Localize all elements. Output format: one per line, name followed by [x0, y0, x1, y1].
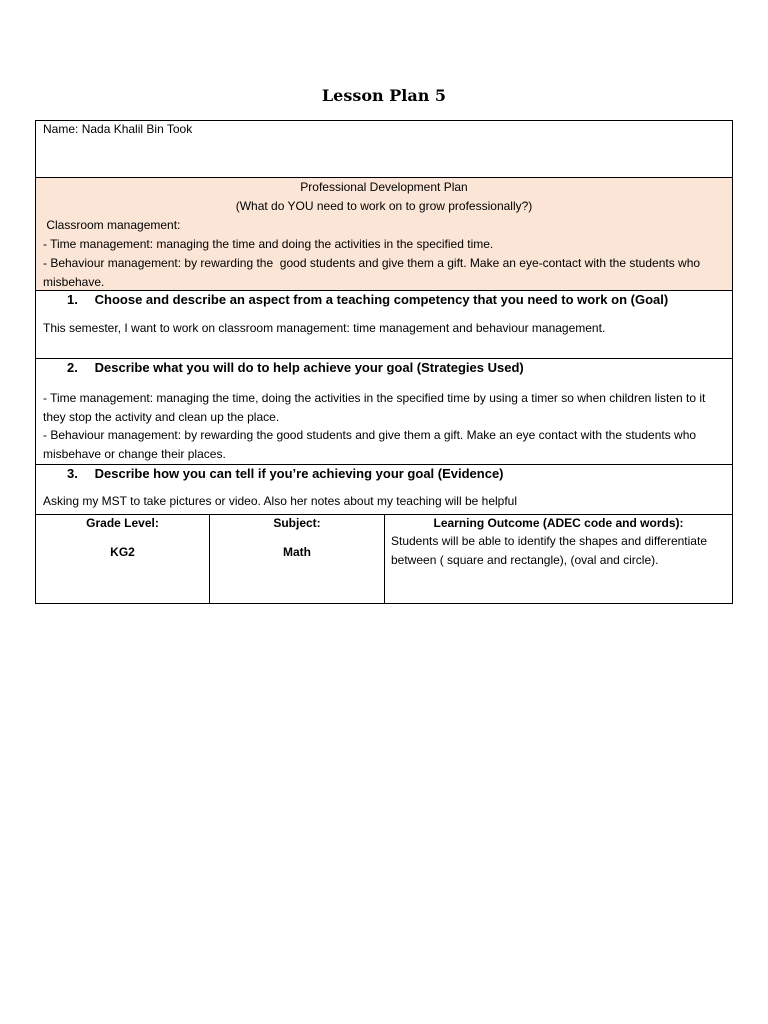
strategies-body: [43, 389, 725, 463]
subject-value: Math: [283, 545, 311, 559]
goal-section: [36, 291, 732, 359]
goal-heading: [43, 291, 725, 308]
subject-label: Subject:: [273, 516, 321, 530]
evidence-body: Asking my MST to take pictures or video. Also her notes about my teaching will be helpful: [43, 494, 518, 508]
lesson-plan-table: [35, 120, 733, 604]
pdp-heading: Professional Development Plan: [300, 180, 468, 194]
evidence-number: 3.: [67, 466, 78, 481]
strategies-heading: [43, 359, 725, 376]
strategies-heading-text: Describe what you will do to help achieve your goal (Strategies Used): [94, 360, 524, 375]
subject-cell: [210, 515, 385, 603]
strategies-line-time: - Time management: managing the time, doing the activities in the specified time by using a timer so when children listen to it they stop the activity and clean up the place.: [43, 391, 706, 424]
learning-outcome-cell: [385, 515, 732, 603]
evidence-heading: [43, 465, 725, 482]
pdp-line-behaviour: - Behaviour management: by rewarding the good students and give them a gift. Make an eye-contact with the students who misbehave.: [43, 256, 704, 289]
name-label: Name:: [43, 122, 79, 136]
goal-number: 1.: [67, 292, 78, 307]
goal-body: This semester, I want to work on classroom management: time management and behaviour management.: [43, 321, 606, 335]
pdp-line-time: - Time management: managing the time and doing the activities in the specified time.: [43, 237, 494, 251]
learning-outcome-label: Learning Outcome (ADEC code and words):: [433, 516, 684, 530]
page-title: Lesson Plan 5: [321, 86, 447, 105]
pdp-line-classroom: Classroom management:: [43, 218, 181, 232]
strategies-line-behaviour: - Behaviour management: by rewarding the good students and give them a gift. Make an eye contact with the students who misbehave or change their places.: [43, 428, 697, 461]
learning-outcome-value: Students will be able to identify the shapes and differentiate between ( square and rectangle), (oval and circle).: [391, 534, 707, 567]
grade-level-value: KG2: [110, 545, 135, 559]
strategies-section: [36, 359, 732, 465]
grade-level-label: Grade Level:: [86, 516, 159, 530]
evidence-section: [36, 465, 732, 515]
name-value: Nada Khalil Bin Took: [81, 122, 193, 136]
lesson-details-row: [36, 515, 732, 603]
goal-heading-text: Choose and describe an aspect from a teaching competency that you need to work on (Goal): [94, 292, 669, 307]
professional-development-plan-section: [36, 178, 732, 291]
strategies-number: 2.: [67, 360, 78, 375]
pdp-subheading: (What do YOU need to work on to grow professionally?): [235, 199, 533, 213]
name-row: [36, 121, 732, 178]
evidence-heading-text: Describe how you can tell if you’re achieving your goal (Evidence): [94, 466, 504, 481]
grade-level-cell: [36, 515, 210, 603]
